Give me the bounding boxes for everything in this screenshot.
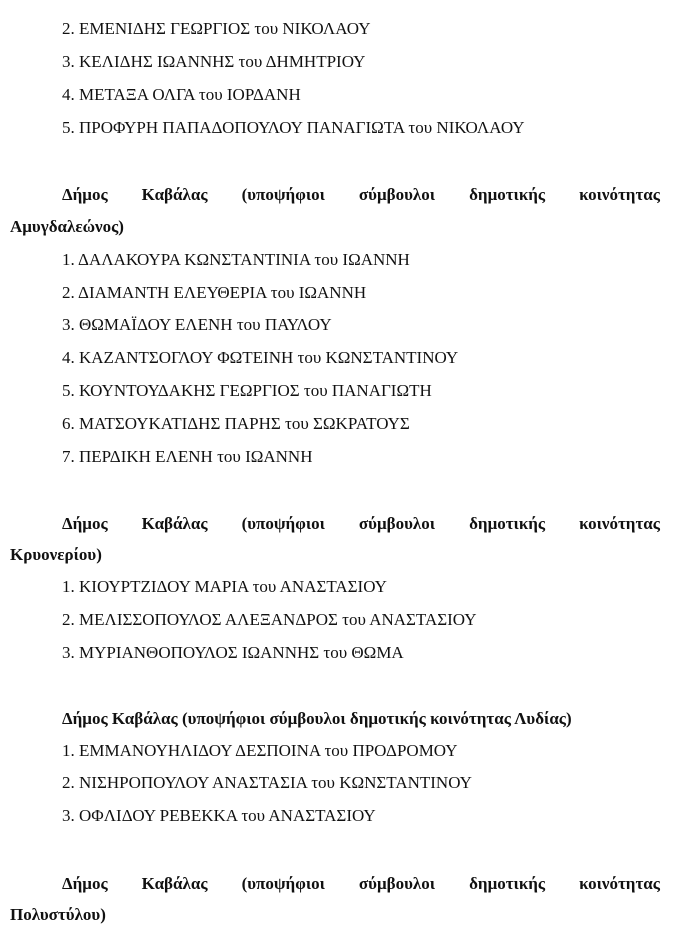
- section-heading: [10, 514, 660, 534]
- candidate-item: 4. ΜΕΤΑΞΑ ΟΛΓΑ του ΙΟΡΔΑΝΗ: [62, 85, 301, 104]
- heading-word: (υποψήφιοι: [241, 185, 325, 204]
- section-heading-continuation: Αμυγδαλεώνος): [10, 217, 124, 236]
- heading-word: κοινότητας: [579, 874, 660, 893]
- section-heading-continuation: Πολυστύλου): [10, 905, 106, 924]
- heading-word: δημοτικής: [469, 514, 546, 533]
- candidate-item: 1. ΕΜΜΑΝΟΥΗΛΙΔΟΥ ΔΕΣΠΟΙΝΑ του ΠΡΟΔΡΟΜΟΥ: [62, 741, 458, 760]
- section-heading: Δήμος Καβάλας (υποψήφιοι σύμβουλοι δημοτικής κοινότητας Λυδίας): [62, 709, 572, 728]
- heading-word: δημοτικής: [469, 874, 546, 893]
- heading-word: Καβάλας: [141, 185, 208, 204]
- candidate-item: 2. ΝΙΣΗΡΟΠΟΥΛΟΥ ΑΝΑΣΤΑΣΙΑ του ΚΩΝΣΤΑΝΤΙΝΟΥ: [62, 773, 472, 792]
- candidate-item: 3. ΜΥΡΙΑΝΘΟΠΟΥΛΟΣ ΙΩΑΝΝΗΣ του ΘΩΜΑ: [62, 643, 404, 662]
- heading-word: Καβάλας: [141, 514, 208, 533]
- heading-word: κοινότητας: [579, 185, 660, 204]
- heading-word: σύμβουλοι: [358, 514, 436, 533]
- candidate-item: 6. ΜΑΤΣΟΥΚΑΤΙΔΗΣ ΠΑΡΗΣ του ΣΩΚΡΑΤΟΥΣ: [62, 414, 410, 433]
- heading-word: (υποψήφιοι: [241, 514, 325, 533]
- heading-word: κοινότητας: [579, 514, 660, 533]
- heading-word: σύμβουλοι: [358, 874, 436, 893]
- section-heading: [10, 185, 660, 205]
- heading-word: Δήμος: [62, 185, 108, 204]
- section-heading: [10, 874, 660, 894]
- candidate-item: 3. ΚΕΛΙΔΗΣ ΙΩΑΝΝΗΣ του ΔΗΜΗΤΡΙΟΥ: [62, 52, 366, 71]
- candidate-item: 2. ΜΕΛΙΣΣΟΠΟΥΛΟΣ ΑΛΕΞΑΝΔΡΟΣ του ΑΝΑΣΤΑΣΙΟΥ: [62, 610, 477, 629]
- heading-word: Δήμος: [62, 514, 108, 533]
- candidate-item: 1. ΚΙΟΥΡΤΖΙΔΟΥ ΜΑΡΙΑ του ΑΝΑΣΤΑΣΙΟΥ: [62, 577, 387, 596]
- candidate-item: 2. ΕΜΕΝΙΔΗΣ ΓΕΩΡΓΙΟΣ του ΝΙΚΟΛΑΟΥ: [62, 19, 371, 38]
- candidate-item: 1. ΔΑΛΑΚΟΥΡΑ ΚΩΝΣΤΑΝΤΙΝΙΑ του ΙΩΑΝΝΗ: [62, 250, 410, 269]
- candidate-item: 3. ΘΩΜΑΪΔΟΥ ΕΛΕΝΗ του ΠΑΥΛΟΥ: [62, 315, 332, 334]
- heading-word: σύμβουλοι: [358, 185, 436, 204]
- heading-word: Καβάλας: [141, 874, 208, 893]
- candidate-item: 5. ΚΟΥΝΤΟΥΔΑΚΗΣ ΓΕΩΡΓΙΟΣ του ΠΑΝΑΓΙΩΤΗ: [62, 381, 432, 400]
- candidate-item: 4. ΚΑΖΑΝΤΣΟΓΛΟΥ ΦΩΤΕΙΝΗ του ΚΩΝΣΤΑΝΤΙΝΟΥ: [62, 348, 459, 367]
- heading-word: Δήμος: [62, 874, 108, 893]
- candidate-item: 5. ΠΡΟΦΥΡΗ ΠΑΠΑΔΟΠΟΥΛΟΥ ΠΑΝΑΓΙΩΤΑ του ΝΙΚΟΛΑΟΥ: [62, 118, 525, 137]
- candidate-item: 3. ΟΦΛΙΔΟΥ ΡΕΒΕΚΚΑ του ΑΝΑΣΤΑΣΙΟΥ: [62, 806, 376, 825]
- heading-word: (υποψήφιοι: [241, 874, 325, 893]
- section-heading-continuation: Κρυονερίου): [10, 545, 102, 564]
- heading-word: δημοτικής: [469, 185, 546, 204]
- candidate-item: 7. ΠΕΡΔΙΚΗ ΕΛΕΝΗ του ΙΩΑΝΝΗ: [62, 447, 313, 466]
- candidate-item: 2. ΔΙΑΜΑΝΤΗ ΕΛΕΥΘΕΡΙΑ του ΙΩΑΝΝΗ: [62, 283, 367, 302]
